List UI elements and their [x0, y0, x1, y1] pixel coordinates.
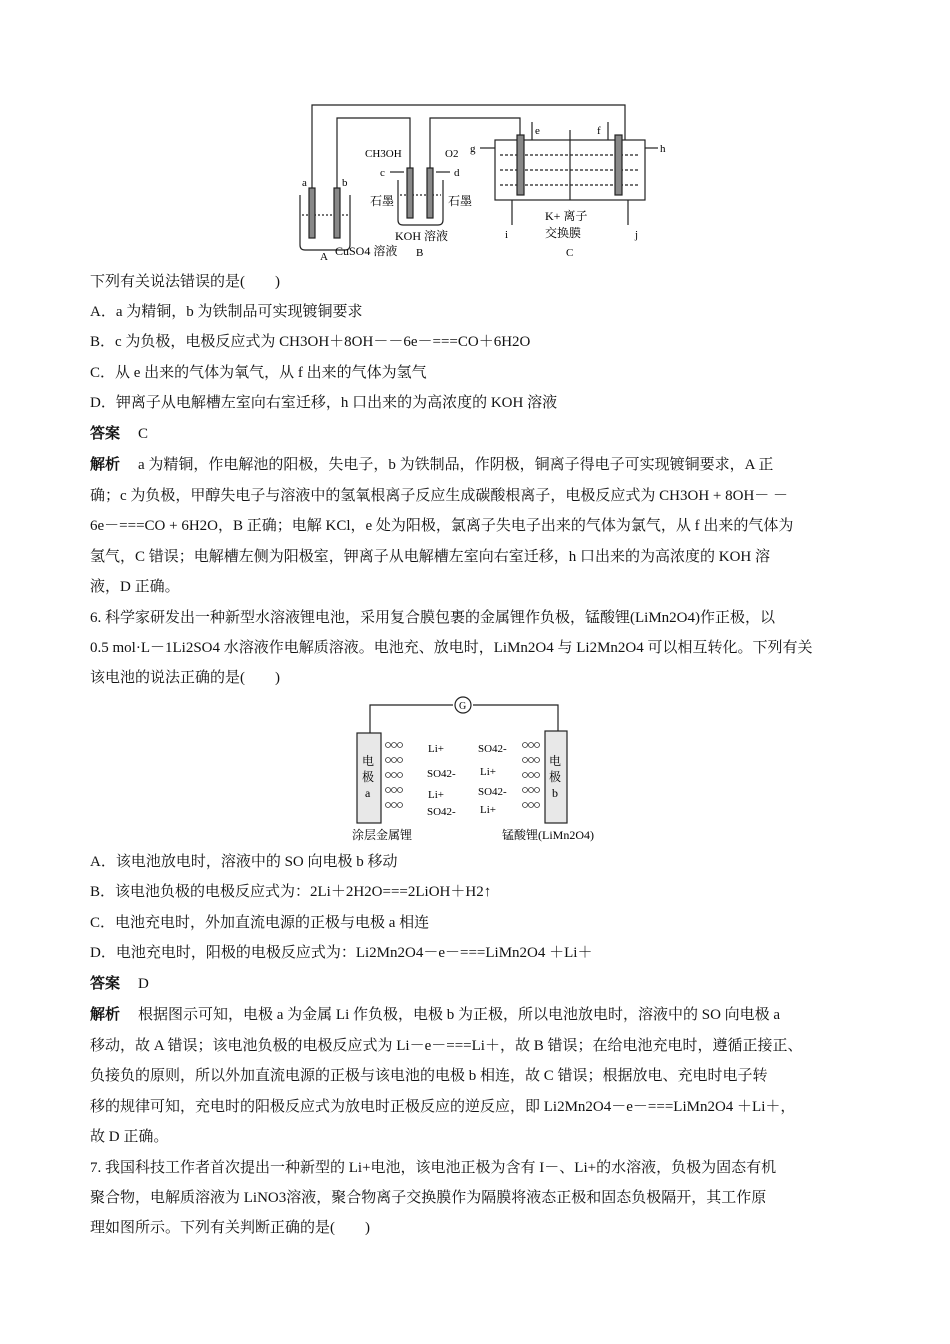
q6-option-d: D．电池充电时，阳极的电极反应式为：Li2Mn2O4－e－===LiMn2O4 ＋Li＋	[90, 945, 593, 961]
q6-option-c: C．电池充电时，外加直流电源的正极与电极 a 相连	[90, 915, 430, 931]
label-e: e	[535, 125, 540, 137]
q5-analysis-line-4: 氢气，C 错误；电解槽左侧为阳极室，钾离子从电解槽左室向右室迁移，h 口出来的为高浓度的 KOH 溶	[90, 549, 771, 565]
label-koh-solution: KOH 溶液	[395, 229, 448, 243]
label-B: B	[416, 247, 424, 259]
q5-analysis-line-5: 液，D 正确。	[90, 579, 180, 595]
q5-analysis-label: 解析	[90, 457, 121, 473]
electrode-a-coating	[386, 743, 403, 808]
q5-stem: 下列有关说法错误的是( )	[90, 274, 280, 290]
q6-answer-label: 答案	[90, 976, 121, 992]
electrode-b-char-1: 电	[549, 754, 562, 768]
label-graphite-right: 石墨	[448, 194, 473, 208]
ion-so4-3: SO42-	[478, 743, 507, 755]
ion-so4-4: SO42-	[478, 786, 507, 798]
q5-option-c: C．从 e 出来的气体为氧气，从 f 出来的气体为氢气	[90, 365, 427, 381]
ion-so4-1: SO42-	[427, 768, 456, 780]
q6-answer-value: D	[138, 976, 149, 992]
caption-left: 涂层金属锂	[352, 828, 413, 842]
electrode-b-coating	[523, 743, 540, 808]
ion-li-4: Li+	[480, 804, 496, 816]
q5-option-a: A．a 为精铜，b 为铁制品可实现镀铜要求	[90, 304, 363, 320]
q5-analysis-line-3: 6e－===CO + 6H2O，B 正确；电解 KCl，e 处为阳极，氯离子失电子出来的气体为氯气，从 f 出来的气体为	[90, 518, 794, 534]
electrode-b-char-3: b	[552, 786, 558, 800]
label-C: C	[566, 247, 574, 259]
q6-analysis-line-1	[90, 1005, 780, 1025]
ion-li-3: Li+	[480, 766, 496, 778]
q6-analysis-label: 解析	[90, 1007, 121, 1023]
label-graphite-left: 石墨	[370, 194, 395, 208]
label-o2: O2	[445, 148, 459, 160]
label-g: g	[470, 143, 476, 155]
q6-option-b: B．该电池负极的电极反应式为：2Li＋2H2O===2LiOH＋H2↑	[90, 884, 492, 900]
q5-answer-value: C	[138, 426, 149, 442]
label-membrane-2: 交换膜	[545, 226, 582, 240]
q7-stem-line-3: 理如图所示。下列有关判断正确的是( )	[90, 1220, 370, 1236]
electrode-b-char-2: 极	[549, 770, 562, 784]
q6-analysis-line-3: 负接负的原则，所以外加直流电源的正极与该电池的电极 b 相连，故 C 错误；根据放电、充电时电子转	[90, 1068, 768, 1084]
electrode-a-char-1: 电	[362, 754, 375, 768]
caption-right: 锰酸锂(LiMn2O4)	[502, 828, 594, 842]
q5-option-b: B．c 为负极，电极反应式为 CH3OH＋8OH－－6e－===CO＋6H2O	[90, 334, 531, 350]
ion-li-2: Li+	[428, 789, 444, 801]
q6-analysis-line-2: 移动，故 A 错误；该电池负极的电极反应式为 Li－e－===Li＋，故 B 错误；在给电池充电时，遵循正接正、	[90, 1038, 803, 1054]
ion-li-1: Li+	[428, 743, 444, 755]
q6-answer	[90, 974, 149, 994]
label-d: d	[454, 167, 460, 179]
ion-so4-2: SO42-	[427, 806, 456, 818]
q7-stem-line-2: 聚合物，电解质溶液为 LiNO3溶液，聚合物离子交换膜作为隔膜将液态正极和固态负极隔开，其工作原	[90, 1190, 767, 1206]
q6-stem-line-3: 该电池的说法正确的是( )	[90, 670, 280, 686]
q6-analysis-line-4: 移的规律可知，充电时的阳极反应式为放电时正极反应的逆反应，即 Li2Mn2O4－e－===LiMn2O4 ＋Li＋，	[90, 1099, 796, 1115]
q5-option-d: D．钾离子从电解槽左室向右室迁移，h 口出来的为高浓度的 KOH 溶液	[90, 395, 558, 411]
label-j: j	[635, 229, 639, 241]
q5-analysis-line-2: 确；c 为负极，甲醇失电子与溶液中的氢氧根离子反应生成碳酸根离子，电极反应式为 CH3OH + 8OH－ －	[90, 488, 789, 504]
q6-analysis-text-1: 根据图示可知，电极 a 为金属 Li 作负极，电极 b 为正极，所以电池放电时，溶液中的 SO 向电极 a	[138, 1007, 781, 1023]
label-i: i	[505, 229, 509, 241]
label-h: h	[660, 143, 666, 155]
q6-stem-line-2: 0.5 mol·L－1Li2SO4 水溶液作电解质溶液。电池充、放电时，LiMn2O4 与 Li2Mn2O4 可以相互转化。下列有关	[90, 640, 813, 656]
q5-analysis-text-1: a 为精铜，作电解池的阳极，失电子，b 为铁制品，作阴极，铜离子得电子可实现镀铜要求，A 正	[138, 457, 774, 473]
label-membrane-1: K+ 离子	[545, 209, 588, 223]
q6-stem-line-1: 6. 科学家研发出一种新型水溶液锂电池，采用复合膜包裹的金属锂作负极，锰酸锂(LiMn2O4)作正极，以	[90, 610, 775, 626]
label-c: c	[380, 167, 385, 179]
label-b: b	[342, 177, 348, 189]
q5-answer	[90, 424, 148, 444]
lithium-battery-figure	[350, 695, 610, 845]
label-a: a	[302, 177, 307, 189]
label-ch3oh: CH3OH	[365, 148, 402, 160]
label-f: f	[597, 125, 601, 137]
electrode-a-char-2: 极	[362, 770, 375, 784]
q5-analysis-line-1	[90, 455, 773, 475]
q7-stem-line-1: 7. 我国科技工作者首次提出一种新型的 Li+电池，该电池正极为含有 I－、Li+的水溶液，负极为固态有机	[90, 1160, 777, 1176]
label-A: A	[320, 251, 328, 263]
label-cuso4-solution: CuSO4 溶液	[335, 244, 398, 258]
galvanometer-label: G	[459, 701, 467, 712]
q5-answer-label: 答案	[90, 426, 121, 442]
electrode-a-char-3: a	[365, 786, 371, 800]
electrolysis-apparatus-figure	[290, 100, 670, 265]
q6-option-a: A．该电池放电时，溶液中的 SO 向电极 b 移动	[90, 854, 398, 870]
q6-analysis-line-5: 故 D 正确。	[90, 1129, 169, 1145]
